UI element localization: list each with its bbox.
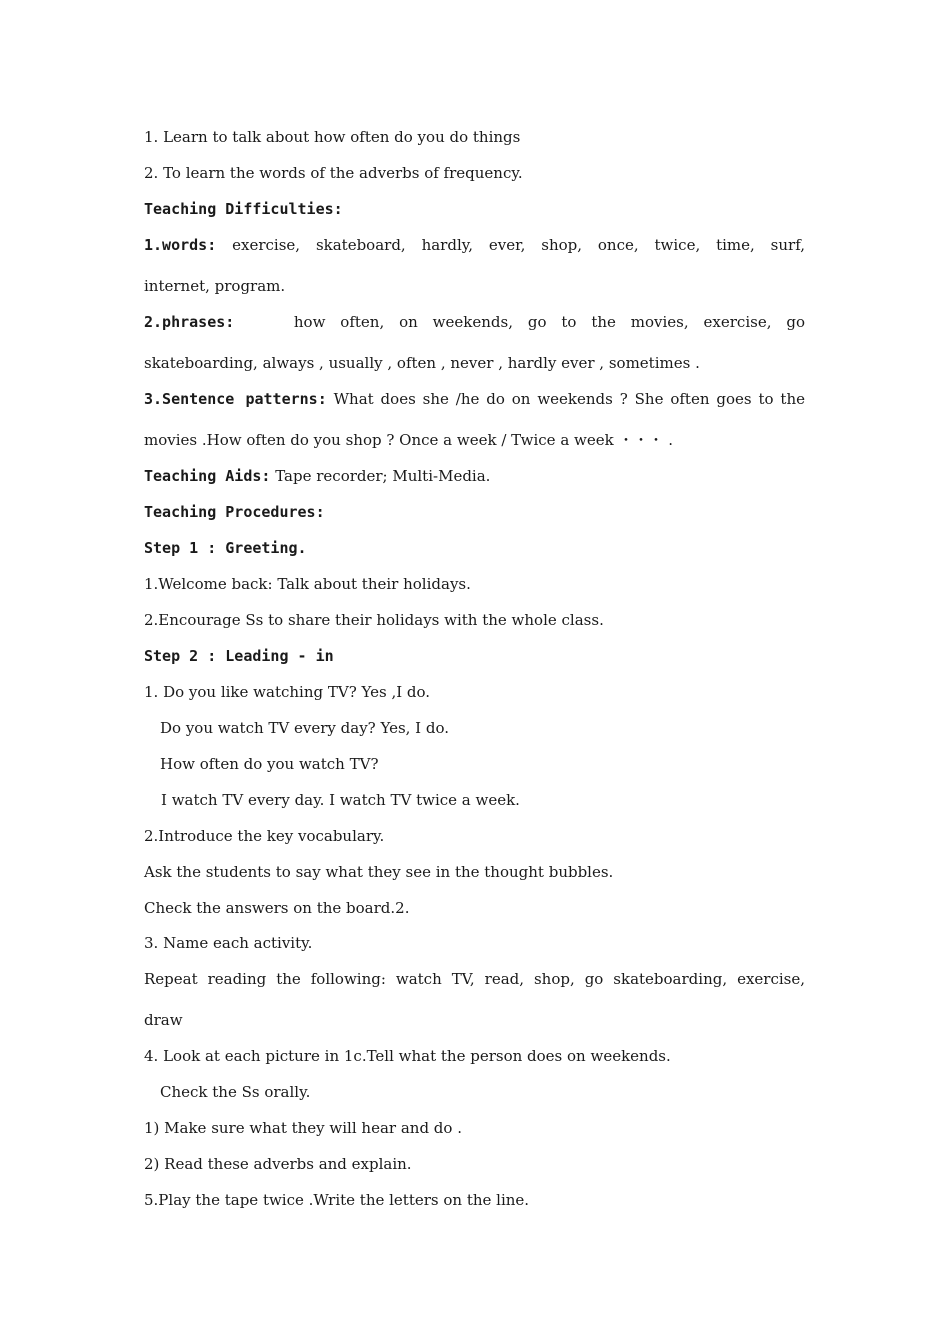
aids-text: Tape recorder; Multi-Media. xyxy=(275,467,491,485)
step2-line: 1. Do you like watching TV? Yes ,I do. xyxy=(144,683,431,701)
objective-2: 2. To learn the words of the adverbs of frequency. xyxy=(144,164,523,182)
step1-heading: Step 1 : Greeting. xyxy=(144,539,307,557)
patterns-text: What does she /he do on weekends ? She often goes to the xyxy=(333,390,805,408)
objective-1: 1. Learn to talk about how often do you do things xyxy=(144,128,521,146)
words-line-2: internet, program. xyxy=(144,277,286,295)
step2-line: 1) Make sure what they will hear and do . xyxy=(144,1119,462,1137)
patterns-line-1 xyxy=(144,389,805,409)
difficulties-heading: Teaching Difficulties: xyxy=(144,200,343,218)
words-list: exercise, skateboard, hardly, ever, shop, once, twice, time, surf, xyxy=(232,236,805,254)
step2-line: Check the answers on the board.2. xyxy=(144,899,410,917)
step2-line: I watch TV every day. I watch TV twice a week. xyxy=(161,791,520,809)
aids-line xyxy=(144,466,490,486)
patterns-line-2: movies .How often do you shop ? Once a week / Twice a week ・・・ . xyxy=(144,431,674,449)
step1-item-1: 1.Welcome back: Talk about their holidays. xyxy=(144,575,471,593)
phrases-label: 2.phrases: xyxy=(144,313,235,331)
step2-line: 3. Name each activity. xyxy=(144,934,313,952)
phrases-line-2: skateboarding, always , usually , often , never , hardly ever , sometimes . xyxy=(144,354,700,372)
step2-line: How often do you watch TV? xyxy=(160,755,379,773)
step2-line: 2.Introduce the key vocabulary. xyxy=(144,827,385,845)
step2-line: draw xyxy=(144,1011,183,1029)
aids-label: Teaching Aids: xyxy=(144,467,271,485)
step2-line: Ask the students to say what they see in the thought bubbles. xyxy=(144,863,614,881)
step2-line: Do you watch TV every day? Yes, I do. xyxy=(160,719,450,737)
words-label: 1.words: xyxy=(144,236,217,254)
step2-line: Repeat reading the following: watch TV, read, shop, go skateboarding, exercise, xyxy=(144,970,805,988)
step2-line: Check the Ss orally. xyxy=(160,1083,311,1101)
words-line-1 xyxy=(144,235,805,255)
step2-line: 5.Play the tape twice .Write the letters on the line. xyxy=(144,1191,530,1209)
step2-heading: Step 2 : Leading - in xyxy=(144,647,334,665)
patterns-label: 3.Sentence patterns: xyxy=(144,390,327,408)
phrases-list: how often, on weekends, go to the movies, exercise, go xyxy=(293,313,805,331)
phrases-line-1 xyxy=(144,312,805,332)
step2-line: 2) Read these adverbs and explain. xyxy=(144,1155,412,1173)
procedures-heading: Teaching Procedures: xyxy=(144,503,325,521)
step1-item-2: 2.Encourage Ss to share their holidays with the whole class. xyxy=(144,611,604,629)
step2-line: 4. Look at each picture in 1c.Tell what the person does on weekends. xyxy=(144,1047,671,1065)
